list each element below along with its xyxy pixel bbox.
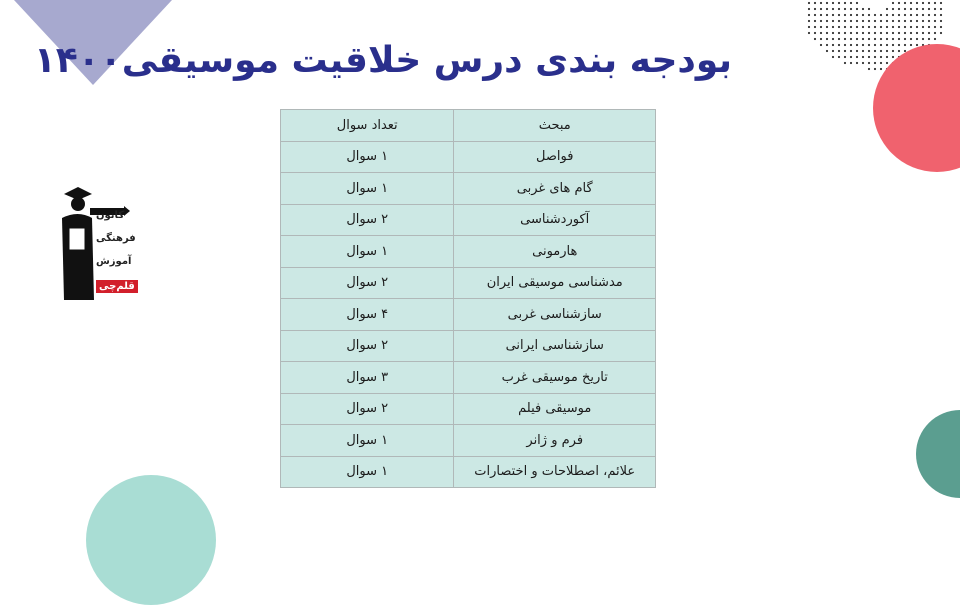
question-count-cell: ۳ سوال <box>281 362 454 394</box>
table-header-row <box>281 110 656 142</box>
question-count-cell: ۱ سوال <box>281 456 454 488</box>
budget-table <box>280 109 656 488</box>
topic-cell: موسیقی فیلم <box>454 393 656 425</box>
budget-table-body <box>281 110 656 488</box>
topic-cell: تاریخ موسیقی غرب <box>454 362 656 394</box>
table-row <box>281 204 656 236</box>
table-row <box>281 456 656 488</box>
topic-cell: مدشناسی موسیقی ایران <box>454 267 656 299</box>
topic-cell: گام های غربی <box>454 173 656 205</box>
question-count-cell: ۱ سوال <box>281 173 454 205</box>
page-title: بودجه بندی درس خلاقیت موسیقی۱۴۰۰ <box>33 40 732 81</box>
decorative-mint-circle <box>86 475 216 605</box>
table-row <box>281 362 656 394</box>
logo-text-line2: فرهنگی <box>96 233 136 244</box>
question-count-cell: ۱ سوال <box>281 236 454 268</box>
table-row <box>281 393 656 425</box>
topic-cell: سازشناسی ایرانی <box>454 330 656 362</box>
question-count-cell: ۴ سوال <box>281 299 454 331</box>
question-count-cell: ۱ سوال <box>281 141 454 173</box>
topic-cell: علائم، اصطلاحات و اختصارات <box>454 456 656 488</box>
topic-cell: فرم و ژانر <box>454 425 656 457</box>
question-count-cell: ۲ سوال <box>281 330 454 362</box>
topic-cell: فواصل <box>454 141 656 173</box>
logo-text-line1: کانون <box>96 210 125 221</box>
topic-cell: آکوردشناسی <box>454 204 656 236</box>
table-row <box>281 141 656 173</box>
table-row <box>281 425 656 457</box>
question-count-cell: ۲ سوال <box>281 393 454 425</box>
topic-cell: سازشناسی غربی <box>454 299 656 331</box>
table-row <box>281 299 656 331</box>
header-topic: مبحث <box>454 110 656 142</box>
decorative-teal-circle <box>916 410 960 498</box>
table-row <box>281 267 656 299</box>
header-count: تعداد سوال <box>281 110 454 142</box>
logo-text-line4: قلم‌چی <box>96 280 138 293</box>
table-row <box>281 173 656 205</box>
question-count-cell: ۱ سوال <box>281 425 454 457</box>
table-row <box>281 330 656 362</box>
table-row <box>281 236 656 268</box>
logo-text-line3: آموزش <box>96 256 132 267</box>
question-count-cell: ۲ سوال <box>281 267 454 299</box>
question-count-cell: ۲ سوال <box>281 204 454 236</box>
topic-cell: هارمونی <box>454 236 656 268</box>
